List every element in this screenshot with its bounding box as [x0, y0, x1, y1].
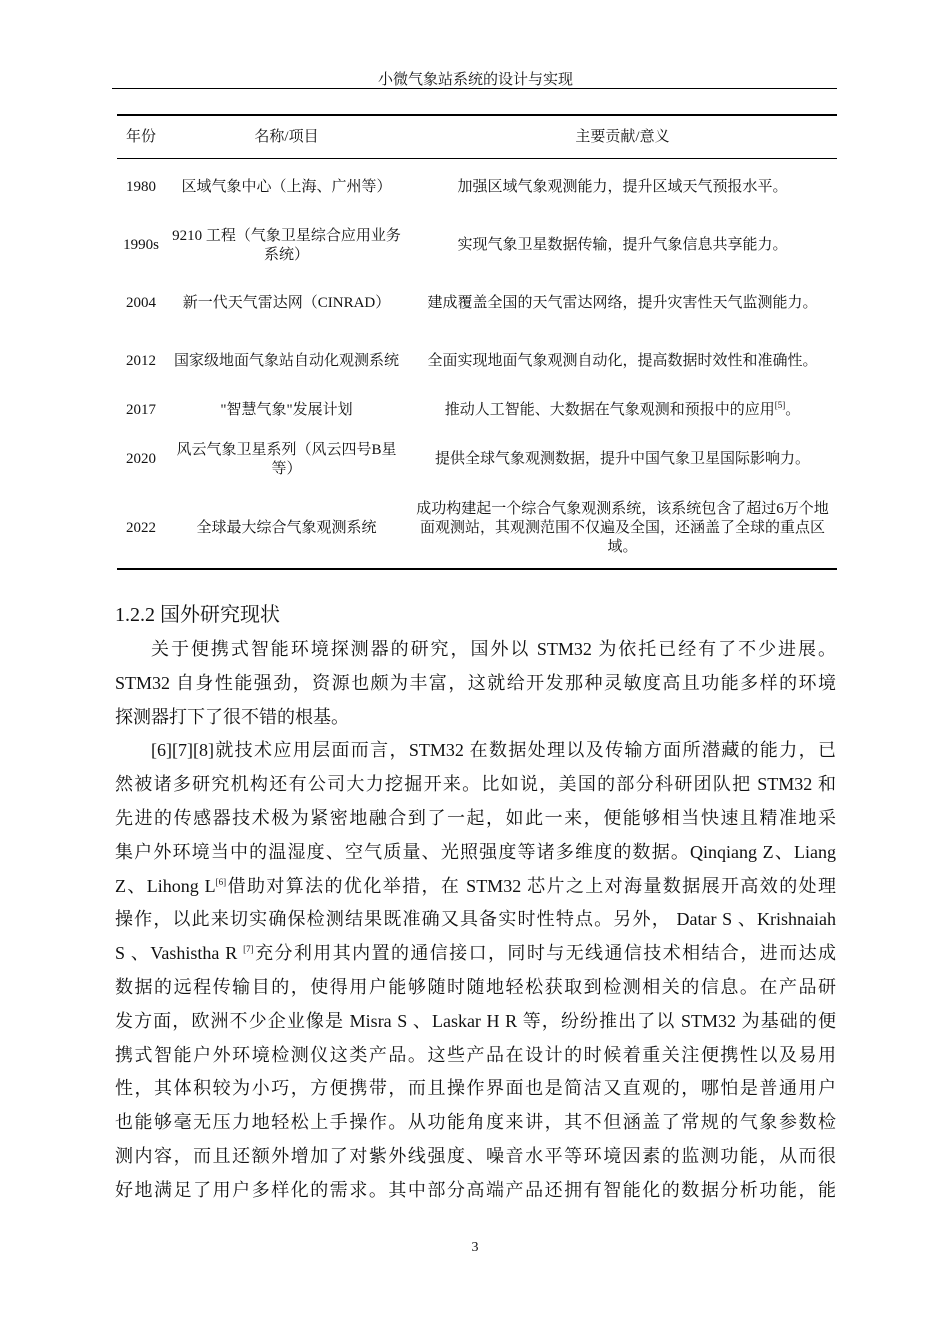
cell-year: 2012 — [126, 353, 156, 369]
contribution-tail: 。 — [785, 402, 801, 418]
cell-contribution: 加强区域气象观测能力，提升区域天气预报水平。 — [457, 179, 788, 196]
paragraph-line — [115, 937, 836, 971]
paragraph-line: 探测器打下了很不错的根基。 — [115, 706, 349, 727]
cell-name: 全球最大综合气象观测系统 — [196, 519, 377, 536]
paragraph-line: 集户外环境当中的温湿度、空气质量、光照强度等诸多维度的数据。Qinqiang Z、Liang — [115, 841, 836, 862]
table-row — [117, 391, 837, 431]
table-row — [117, 489, 837, 569]
table-header-row — [117, 115, 837, 159]
body-text — [115, 633, 836, 1208]
paragraph-line: 也能够毫无压力地轻松上手操作。从功能角度来讲，其不但涵盖了常规的气象参数检 — [115, 1112, 836, 1133]
header-rule — [112, 88, 837, 89]
cell-year: 2017 — [126, 402, 156, 418]
column-header-contribution: 主要贡献/意义 — [575, 128, 670, 145]
column-header-name: 名称/项目 — [254, 128, 319, 145]
line-text: 借助对算法的优化举措，在 STM32 芯片之上对海量数据展开高效的处理 — [226, 875, 836, 896]
cell-contribution: 建成覆盖全国的天气雷达网络，提升灾害性天气监测能力。 — [427, 295, 818, 311]
paragraph-line: [6][7][8]就技术应用层面而言，STM32 在数据处理以及传输方面所潜藏的能力，已 — [151, 740, 836, 761]
paragraph-line: 发方面，欧洲不少企业像是 Misra S 、Laskar H R 等，纷纷推出了以 STM32 为基础的便 — [115, 1010, 836, 1031]
cell-name: 新一代天气雷达网（CINRAD） — [182, 295, 391, 311]
paragraph-line: 然被诸多研究机构还有公司大力挖掘开来。比如说，美国的部分科研团队把 STM32 和 — [115, 774, 836, 795]
table-row — [117, 333, 837, 391]
citation: [6] — [215, 876, 227, 887]
paragraph-line: 先进的传感器技术极为紧密地融合到了一起，如此一来，便能够相当快速且精准地采 — [115, 807, 836, 828]
section-heading: 1.2.2 国外研究现状 — [115, 604, 280, 626]
history-table — [117, 114, 837, 570]
paragraph-line: 关于便携式智能环境探测器的研究，国外以 STM32 为依托已经有了不少进展。 — [151, 639, 836, 659]
cell-contribution: 成功构建起一个综合气象观测系统，该系统包含了超过6万个地面观测站，其观测范围不仅遍及全国，还涵盖了全球的重点区域。 — [416, 500, 829, 555]
line-text: Z、Lihong L — [115, 875, 216, 896]
page-number: 3 — [471, 1240, 479, 1255]
paragraph-line: 携式智能户外环境检测仪这类产品。这些产品在设计的时候着重关注便携性以及易用 — [115, 1044, 836, 1065]
paragraph-line: 测内容，而且还额外增加了对紫外线强度、噪音水平等环境因素的监测功能，从而很 — [115, 1145, 836, 1166]
cell-year: 2020 — [126, 451, 156, 467]
cell-year: 1980 — [126, 179, 156, 196]
paragraph-line — [115, 870, 836, 904]
line-text: 充分利用其内置的通信接口，同时与无线通信技术相结合，进而达成 — [253, 943, 836, 964]
table-row — [117, 217, 837, 275]
line-text: S 、Vashistha R — [115, 943, 244, 964]
cell-name: 国家级地面气象站自动化观测系统 — [173, 353, 399, 369]
cell-year: 1990s — [123, 237, 159, 253]
cell-contribution: 提供全球气象观测数据，提升中国气象卫星国际影响力。 — [434, 451, 810, 467]
citation: [5] — [774, 400, 786, 410]
paragraph-line: 操作，以此来切实确保检测结果既准确又具备实时性特点。另外， Datar S 、Krishnaiah — [115, 909, 836, 930]
paragraph-line: 好地满足了用户多样化的需求。其中部分高端产品还拥有智能化的数据分析功能，能 — [115, 1179, 836, 1200]
paragraph-line: 性，其体积较为小巧，方便携带，而且操作界面也是简洁又直观的，哪怕是普通用户 — [115, 1078, 836, 1099]
contribution-text: 推动人工智能、大数据在气象观测和预报中的应用 — [444, 402, 775, 418]
cell-name: 风云气象卫星系列（风云四号B星等） — [176, 441, 397, 477]
table-row — [117, 431, 837, 489]
column-header-year: 年份 — [125, 128, 156, 145]
cell-contribution: 全面实现地面气象观测自动化，提高数据时效性和准确性。 — [427, 353, 818, 369]
cell-year: 2022 — [126, 519, 156, 536]
cell-contribution — [408, 391, 837, 431]
paragraph-line: STM32 自身性能强劲，资源也颇为丰富，这就给开发那种灵敏度高且功能多样的环境 — [115, 672, 836, 693]
cell-contribution: 实现气象卫星数据传输，提升气象信息共享能力。 — [457, 237, 788, 253]
citation: [7] — [243, 944, 254, 955]
cell-name: "智慧气象"发展计划 — [220, 402, 353, 418]
cell-name: 区域气象中心（上海、广州等） — [181, 179, 392, 196]
cell-name: 9210 工程（气象卫星综合应用业务系统） — [172, 227, 401, 263]
table-row — [117, 275, 837, 333]
table-row — [117, 159, 837, 217]
running-header: 小微气象站系统的设计与实现 — [377, 72, 573, 88]
paragraph-line: 数据的远程传输目的，使得用户能够随时随地轻松获取到检测相关的信息。在产品研 — [115, 976, 836, 997]
cell-year: 2004 — [126, 295, 156, 311]
